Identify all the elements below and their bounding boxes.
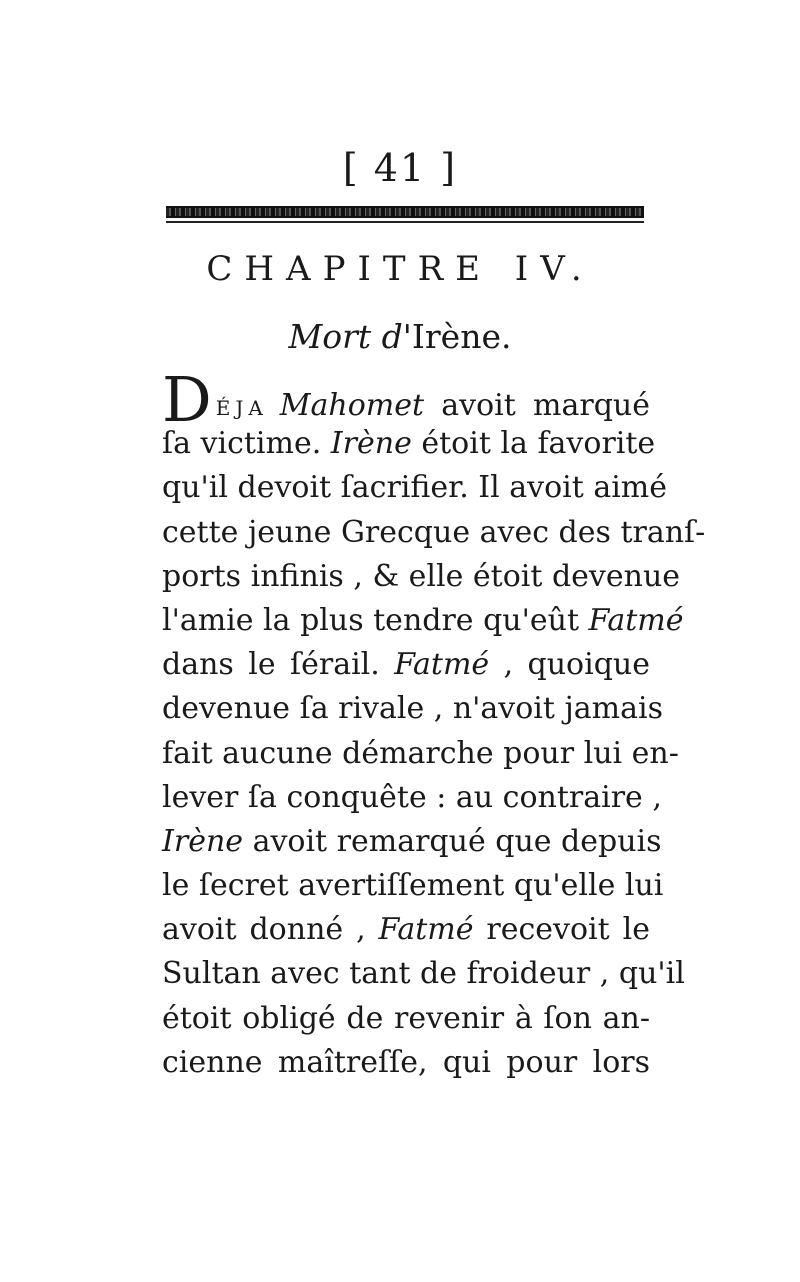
text-line-15: étoit obligé de revenir à ſon an- (162, 1000, 650, 1036)
text-line-8: devenue ſa rivale , n'avoit jamais (162, 691, 664, 727)
text-line-6 (162, 599, 684, 643)
text-line-5: ports infinis , & elle étoit devenue (162, 558, 681, 594)
text-line-10: lever ſa conquête : au contraire , (162, 779, 662, 815)
text-line-4: cette jeune Grecque avec des tranſ- (162, 514, 706, 550)
text-line-13 (162, 908, 650, 952)
page-number: [ 41 ] (342, 146, 458, 190)
italic-name: Irène (330, 426, 412, 462)
italic-name: Fatmé (394, 647, 490, 683)
subtitle-italic: Mort d' (288, 317, 412, 356)
text-run: l'amie la plus tendre qu'eût (162, 602, 589, 638)
body-text (162, 363, 706, 1085)
subtitle-name: Irène. (411, 317, 512, 356)
text-line-14: Sultan avec tant de froideur , qu'il (162, 956, 685, 992)
small-caps-word: ÉJA (215, 396, 268, 420)
text-run: avoit remarqué que depuis (243, 823, 662, 859)
text-run: ſa victime. (162, 426, 331, 462)
text-run: avoit donné , (162, 912, 379, 948)
text-line-1 (162, 363, 650, 436)
italic-name: Mahomet (279, 388, 425, 423)
italic-name: Fatmé (588, 602, 684, 638)
italic-name: Fatmé (378, 912, 474, 948)
text-run: , quoique (489, 647, 650, 683)
ornamental-rule-underline (166, 221, 644, 223)
chapter-title: CHAPITRE IV. (206, 249, 594, 289)
text-line-3: qu'il devoit ſacrifier. Il avoit aimé (162, 470, 668, 506)
text-run: recevoit le (473, 912, 650, 948)
text-line-7 (162, 643, 650, 687)
text-line-9: fait aucune démarche pour lui en- (162, 735, 679, 771)
text-run: avoit marqué (424, 388, 650, 423)
text-run: dans le ſérail. (162, 647, 395, 683)
italic-name: Irène (162, 823, 244, 859)
text-line-16: cienne maîtreſſe, qui pour lors (162, 1044, 650, 1080)
drop-cap: D (162, 363, 212, 436)
text-line-2 (162, 422, 656, 466)
text-run: étoit la favorite (411, 426, 656, 462)
ornamental-rule (166, 206, 644, 218)
chapter-subtitle (0, 317, 800, 356)
text-line-12: le ſecret avertiſſement qu'elle lui (162, 868, 664, 904)
text-line-11 (162, 820, 662, 864)
